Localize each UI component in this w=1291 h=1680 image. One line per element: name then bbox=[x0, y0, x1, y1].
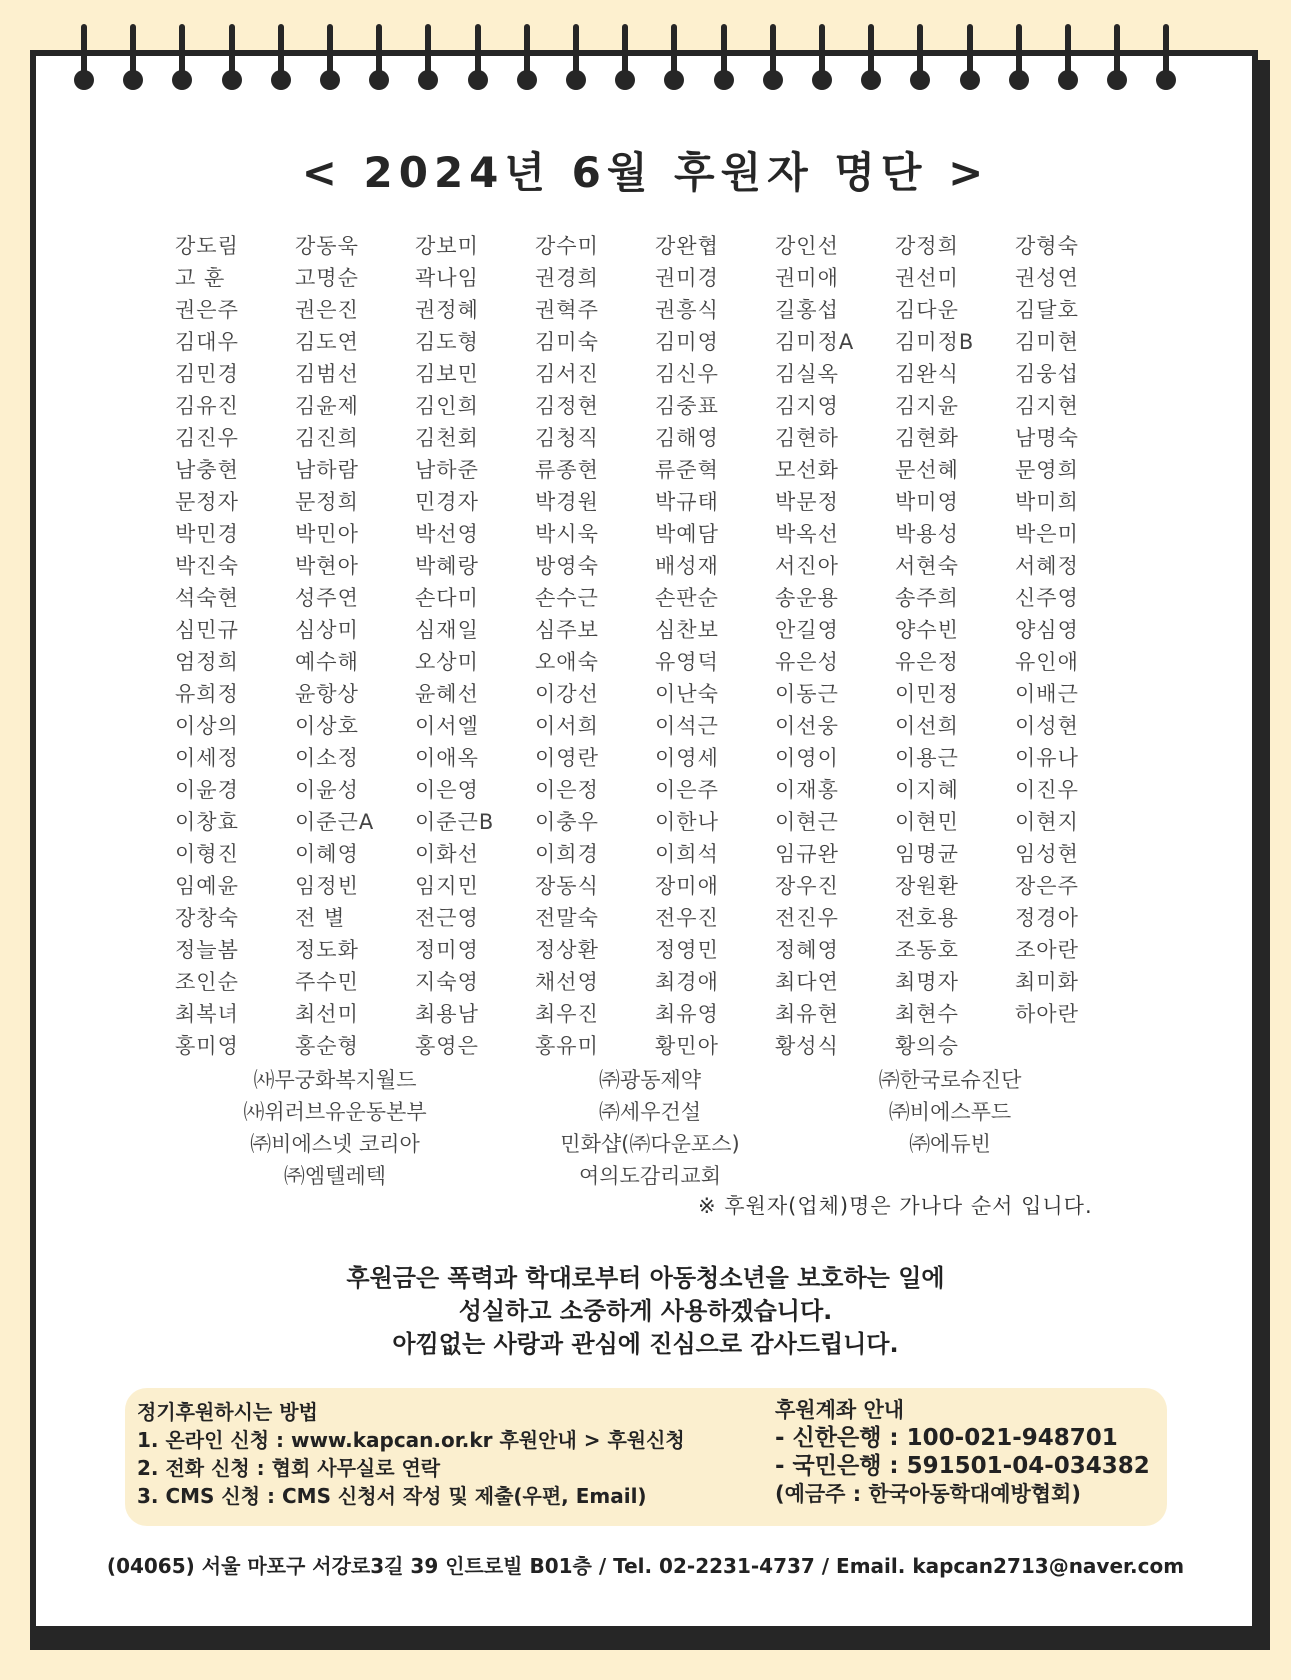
donor-name: 이성현 bbox=[1015, 714, 1079, 738]
donor-name: 김완식 bbox=[895, 362, 959, 386]
donor-name: 김실옥 bbox=[775, 362, 839, 386]
donor-name: 이서희 bbox=[535, 714, 599, 738]
donor-name: 이현민 bbox=[895, 810, 959, 834]
donor-name: 최유영 bbox=[655, 1002, 719, 1026]
binding-ring bbox=[320, 24, 340, 90]
donor-name: 김미정A bbox=[775, 330, 855, 354]
donor-name: 박진숙 bbox=[175, 554, 239, 578]
donor-name: 박경원 bbox=[535, 490, 599, 514]
donor-name: 강도림 bbox=[175, 234, 239, 258]
donor-name: 최유현 bbox=[775, 1002, 839, 1026]
donor-name: 박용성 bbox=[895, 522, 959, 546]
donor-name: 이창효 bbox=[175, 810, 239, 834]
donor-name: 이난숙 bbox=[655, 682, 719, 706]
donor-name: 이은영 bbox=[415, 778, 479, 802]
donor-name: 이준근B bbox=[415, 810, 495, 834]
binding-ring bbox=[910, 24, 930, 90]
binding-ring bbox=[1058, 24, 1078, 90]
donor-name: 김미정B bbox=[895, 330, 975, 354]
donor-name: 김해영 bbox=[655, 426, 719, 450]
kookmin-account: - 국민은행 : 591501-04-034382 bbox=[775, 1453, 1150, 1479]
donor-name: 권혁주 bbox=[535, 298, 599, 322]
donor-name: 최우진 bbox=[535, 1002, 599, 1026]
donor-name: 황민아 bbox=[655, 1034, 719, 1058]
binding-ring bbox=[271, 24, 291, 90]
donor-name: 김다운 bbox=[895, 298, 959, 322]
binding-ring bbox=[664, 24, 684, 90]
donor-name: 유영덕 bbox=[655, 650, 719, 674]
binding-ring bbox=[222, 24, 242, 90]
donor-name: 곽나임 bbox=[415, 266, 479, 290]
donor-name: 최명자 bbox=[895, 970, 959, 994]
sort-order-note: ※ 후원자(업체)명은 가나다 순서 입니다. bbox=[698, 1194, 1093, 1218]
donor-name: 권정혜 bbox=[415, 298, 479, 322]
donor-name: 손다미 bbox=[415, 586, 479, 610]
donor-list bbox=[175, 230, 1135, 1062]
donor-name: 심민규 bbox=[175, 618, 239, 642]
donor-name: 이희석 bbox=[655, 842, 719, 866]
donor-name: 박시욱 bbox=[535, 522, 599, 546]
donor-name: 박미영 bbox=[895, 490, 959, 514]
donor-name: 홍영은 bbox=[415, 1034, 479, 1058]
donor-name: 이은주 bbox=[655, 778, 719, 802]
donor-name: 조인순 bbox=[175, 970, 239, 994]
binding-ring bbox=[861, 24, 881, 90]
donor-name: 권흥식 bbox=[655, 298, 719, 322]
binding-ring bbox=[714, 24, 734, 90]
donor-name: 유은성 bbox=[775, 650, 839, 674]
donor-name: 배성재 bbox=[655, 554, 719, 578]
binding-ring bbox=[1009, 24, 1029, 90]
donor-name: 김범선 bbox=[295, 362, 359, 386]
donor-name: 김대우 bbox=[175, 330, 239, 354]
donor-name: 서혜정 bbox=[1015, 554, 1079, 578]
donor-name: 권선미 bbox=[895, 266, 959, 290]
donor-name: 류종현 bbox=[535, 458, 599, 482]
donor-name: 안길영 bbox=[775, 618, 839, 642]
donor-name: 이민정 bbox=[895, 682, 959, 706]
donor-name: 강인선 bbox=[775, 234, 839, 258]
donor-name: 고명순 bbox=[295, 266, 359, 290]
donor-name: 최현수 bbox=[895, 1002, 959, 1026]
thank-you-message bbox=[0, 1262, 1291, 1361]
donor-name: 박규태 bbox=[655, 490, 719, 514]
message-line: 아낌없는 사랑과 관심에 진심으로 감사드립니다. bbox=[392, 1330, 899, 1358]
donor-name: 이영이 bbox=[775, 746, 839, 770]
donor-name: 이배근 bbox=[1015, 682, 1079, 706]
donor-name: 최복녀 bbox=[175, 1002, 239, 1026]
donor-name: 장창숙 bbox=[175, 906, 239, 930]
regular-donation-heading: 정기후원하시는 방법 bbox=[137, 1400, 318, 1424]
donor-name: 전근영 bbox=[415, 906, 479, 930]
account-holder: (예금주 : 한국아동학대예방협회) bbox=[775, 1482, 1081, 1506]
donor-name: 박옥선 bbox=[775, 522, 839, 546]
organization-name: ㈜엠텔레텍 bbox=[283, 1164, 387, 1188]
donor-name: 김보민 bbox=[415, 362, 479, 386]
donor-name: 이애옥 bbox=[415, 746, 479, 770]
donor-name: 예수해 bbox=[295, 650, 359, 674]
donor-name: 송운용 bbox=[775, 586, 839, 610]
donor-name: 권은주 bbox=[175, 298, 239, 322]
donor-name: 김천회 bbox=[415, 426, 479, 450]
organization-name: ㈜비에스푸드 bbox=[888, 1100, 1012, 1124]
donor-name: 장미애 bbox=[655, 874, 719, 898]
donor-name: 강수미 bbox=[535, 234, 599, 258]
donation-info-box bbox=[125, 1388, 1167, 1526]
donor-name: 임정빈 bbox=[295, 874, 359, 898]
donor-name: 박미희 bbox=[1015, 490, 1079, 514]
donor-name: 박문정 bbox=[775, 490, 839, 514]
donor-name: 박민경 bbox=[175, 522, 239, 546]
donor-name: 장동식 bbox=[535, 874, 599, 898]
donor-name: 최용남 bbox=[415, 1002, 479, 1026]
donor-name: 김진희 bbox=[295, 426, 359, 450]
donor-name: 김현하 bbox=[775, 426, 839, 450]
donor-name: 강정희 bbox=[895, 234, 959, 258]
donor-name: 정혜영 bbox=[775, 938, 839, 962]
organization-name: ㈔무궁화복지월드 bbox=[253, 1068, 417, 1092]
donor-name: 이형진 bbox=[175, 842, 239, 866]
binding-ring bbox=[1107, 24, 1127, 90]
donor-name: 최다연 bbox=[775, 970, 839, 994]
donor-name: 남충현 bbox=[175, 458, 239, 482]
donor-name: 이선웅 bbox=[775, 714, 839, 738]
donor-name: 이준근A bbox=[295, 810, 375, 834]
donor-name: 권성연 bbox=[1015, 266, 1079, 290]
organization-name: ㈜비에스넷 코리아 bbox=[250, 1132, 420, 1156]
donor-name: 신주영 bbox=[1015, 586, 1079, 610]
donor-name: 황의승 bbox=[895, 1034, 959, 1058]
account-heading: 후원계좌 안내 bbox=[775, 1398, 905, 1422]
donor-name: 정늘봄 bbox=[175, 938, 239, 962]
donor-name: 윤혜선 bbox=[415, 682, 479, 706]
donor-name: 전말숙 bbox=[535, 906, 599, 930]
donor-name: 김지윤 bbox=[895, 394, 959, 418]
donor-name: 이석근 bbox=[655, 714, 719, 738]
binding-ring bbox=[418, 24, 438, 90]
donor-name: 이유나 bbox=[1015, 746, 1079, 770]
donor-name: 심찬보 bbox=[655, 618, 719, 642]
donor-name: 지숙영 bbox=[415, 970, 479, 994]
donor-name: 이충우 bbox=[535, 810, 599, 834]
donor-name: 이선희 bbox=[895, 714, 959, 738]
donor-name: 이재홍 bbox=[775, 778, 839, 802]
donor-name: 김웅섭 bbox=[1015, 362, 1079, 386]
donor-name: 주수민 bbox=[295, 970, 359, 994]
donor-name: 전호용 bbox=[895, 906, 959, 930]
donor-name: 김민경 bbox=[175, 362, 239, 386]
donor-name: 유은정 bbox=[895, 650, 959, 674]
binding-ring bbox=[123, 24, 143, 90]
donor-name: 이세정 bbox=[175, 746, 239, 770]
page-title: < 2024년 6월 후원자 명단 > bbox=[301, 148, 990, 197]
donor-name: 유인애 bbox=[1015, 650, 1079, 674]
organization-name: ㈜한국로슈진단 bbox=[878, 1068, 1022, 1092]
donor-name: 이희경 bbox=[535, 842, 599, 866]
binding-ring bbox=[566, 24, 586, 90]
phone-application: 2. 전화 신청 : 협회 사무실로 연락 bbox=[137, 1456, 441, 1480]
donor-name: 류준혁 bbox=[655, 458, 719, 482]
donor-name: 양수빈 bbox=[895, 618, 959, 642]
donor-name: 이은정 bbox=[535, 778, 599, 802]
donor-name: 성주연 bbox=[295, 586, 359, 610]
donor-name: 정도화 bbox=[295, 938, 359, 962]
donor-name: 문선혜 bbox=[895, 458, 959, 482]
organization-name: ㈜세우건설 bbox=[598, 1100, 702, 1124]
donor-name: 이상의 bbox=[175, 714, 239, 738]
donor-name: 강동욱 bbox=[295, 234, 359, 258]
donor-name: 이동근 bbox=[775, 682, 839, 706]
donor-name: 고 훈 bbox=[175, 266, 226, 290]
donor-name: 장우진 bbox=[775, 874, 839, 898]
donor-name: 이현근 bbox=[775, 810, 839, 834]
donor-name: 심주보 bbox=[535, 618, 599, 642]
donor-name: 임규완 bbox=[775, 842, 839, 866]
donor-name: 방영숙 bbox=[535, 554, 599, 578]
donor-name: 손수근 bbox=[535, 586, 599, 610]
donor-name: 엄정희 bbox=[175, 650, 239, 674]
donor-name: 조동호 bbox=[895, 938, 959, 962]
donor-name: 이한나 bbox=[655, 810, 719, 834]
donor-name: 이현지 bbox=[1015, 810, 1079, 834]
donor-name: 민경자 bbox=[415, 490, 479, 514]
organization-name: 민화샵(㈜다운포스) bbox=[560, 1132, 740, 1156]
donor-name: 박예담 bbox=[655, 522, 719, 546]
donor-name: 장은주 bbox=[1015, 874, 1079, 898]
donor-name: 김미숙 bbox=[535, 330, 599, 354]
donor-name: 문영희 bbox=[1015, 458, 1079, 482]
donor-name: 하아란 bbox=[1015, 1002, 1079, 1026]
donor-name: 김중표 bbox=[655, 394, 719, 418]
donor-name: 남하준 bbox=[415, 458, 479, 482]
donor-name: 정미영 bbox=[415, 938, 479, 962]
donor-name: 박은미 bbox=[1015, 522, 1079, 546]
donor-name: 박현아 bbox=[295, 554, 359, 578]
donor-name: 김현화 bbox=[895, 426, 959, 450]
donor-name: 이윤성 bbox=[295, 778, 359, 802]
donor-name: 서진아 bbox=[775, 554, 839, 578]
donor-name: 이혜영 bbox=[295, 842, 359, 866]
donor-name: 김서진 bbox=[535, 362, 599, 386]
donor-name: 정영민 bbox=[655, 938, 719, 962]
donor-name: 서현숙 bbox=[895, 554, 959, 578]
donor-name: 강보미 bbox=[415, 234, 479, 258]
donor-name: 강형숙 bbox=[1015, 234, 1079, 258]
donor-name: 석숙현 bbox=[175, 586, 239, 610]
binding-ring bbox=[763, 24, 783, 90]
donor-name: 김정현 bbox=[535, 394, 599, 418]
organization-name bbox=[815, 1160, 1085, 1192]
donor-name: 남명숙 bbox=[1015, 426, 1079, 450]
online-application: 1. 온라인 신청 : www.kapcan.or.kr 후원안내 > 후원신청 bbox=[137, 1428, 685, 1452]
binding-ring bbox=[517, 24, 537, 90]
donor-name: 이상호 bbox=[295, 714, 359, 738]
donor-name: 임성현 bbox=[1015, 842, 1079, 866]
donor-name: 이진우 bbox=[1015, 778, 1079, 802]
donor-name: 오상미 bbox=[415, 650, 479, 674]
organization-name: ㈜에듀빈 bbox=[909, 1132, 991, 1156]
binding-ring bbox=[1156, 24, 1176, 90]
donor-name: 이서엘 bbox=[415, 714, 479, 738]
donor-name: 김미현 bbox=[1015, 330, 1079, 354]
donor-name: 김청직 bbox=[535, 426, 599, 450]
spiral-binding bbox=[0, 0, 1291, 100]
binding-ring bbox=[468, 24, 488, 90]
donor-name: 권경희 bbox=[535, 266, 599, 290]
shinhan-account: - 신한은행 : 100-021-948701 bbox=[775, 1425, 1118, 1451]
donor-name: 양심영 bbox=[1015, 618, 1079, 642]
message-line: 후원금은 폭력과 학대로부터 아동청소년을 보호하는 일에 bbox=[346, 1264, 945, 1292]
organization-list bbox=[185, 1064, 1085, 1192]
binding-ring bbox=[74, 24, 94, 90]
donor-name: 심재일 bbox=[415, 618, 479, 642]
donor-name: 이영란 bbox=[535, 746, 599, 770]
donor-name: 권미경 bbox=[655, 266, 719, 290]
donor-name: 홍순형 bbox=[295, 1034, 359, 1058]
donor-name: 이영세 bbox=[655, 746, 719, 770]
binding-ring bbox=[369, 24, 389, 90]
donor-name: 임지민 bbox=[415, 874, 479, 898]
donor-name: 이소정 bbox=[295, 746, 359, 770]
organization-name: ㈔위러브유운동본부 bbox=[243, 1100, 427, 1124]
donor-name: 김유진 bbox=[175, 394, 239, 418]
donor-name: 심상미 bbox=[295, 618, 359, 642]
donor-name: 전우진 bbox=[655, 906, 719, 930]
donor-name: 문정희 bbox=[295, 490, 359, 514]
binding-ring bbox=[615, 24, 635, 90]
message-line: 성실하고 소중하게 사용하겠습니다. bbox=[458, 1297, 833, 1325]
footer-contact: (04065) 서울 마포구 서강로3길 39 인트로빌 B01층 / Tel. 02-2231-4737 / Email. kapcan2713@naver.com bbox=[106, 1554, 1185, 1578]
donor-name: 정경아 bbox=[1015, 906, 1079, 930]
donor-name: 이지혜 bbox=[895, 778, 959, 802]
organization-name: ㈜광동제약 bbox=[598, 1068, 702, 1092]
cms-application: 3. CMS 신청 : CMS 신청서 작성 및 제출(우편, Email) bbox=[137, 1484, 647, 1508]
donor-name: 김신우 bbox=[655, 362, 719, 386]
donor-name: 조아란 bbox=[1015, 938, 1079, 962]
organization-name: 여의도감리교회 bbox=[578, 1164, 721, 1188]
regular-donation-section bbox=[137, 1398, 757, 1510]
donor-name: 황성식 bbox=[775, 1034, 839, 1058]
donor-name: 김인희 bbox=[415, 394, 479, 418]
donor-name: 권미애 bbox=[775, 266, 839, 290]
donor-name: 이화선 bbox=[415, 842, 479, 866]
donor-name: 손판순 bbox=[655, 586, 719, 610]
donor-name: 강완협 bbox=[655, 234, 719, 258]
donor-name: 이강선 bbox=[535, 682, 599, 706]
donor-name: 김도연 bbox=[295, 330, 359, 354]
donor-name: 길홍섭 bbox=[775, 298, 839, 322]
donor-name: 최경애 bbox=[655, 970, 719, 994]
donor-name: 최선미 bbox=[295, 1002, 359, 1026]
donor-name: 전진우 bbox=[775, 906, 839, 930]
donor-name: 윤항상 bbox=[295, 682, 359, 706]
donor-name: 최미화 bbox=[1015, 970, 1079, 994]
donor-name: 박민아 bbox=[295, 522, 359, 546]
donor-name: 김미영 bbox=[655, 330, 719, 354]
donor-name: 김지현 bbox=[1015, 394, 1079, 418]
donor-name: 김도형 bbox=[415, 330, 479, 354]
donor-name: 박선영 bbox=[415, 522, 479, 546]
donor-name: 이윤경 bbox=[175, 778, 239, 802]
donor-name: 홍유미 bbox=[535, 1034, 599, 1058]
donor-name: 홍미영 bbox=[175, 1034, 239, 1058]
donor-name: 송주희 bbox=[895, 586, 959, 610]
donor-name: 박혜랑 bbox=[415, 554, 479, 578]
donor-name: 채선영 bbox=[535, 970, 599, 994]
binding-ring bbox=[172, 24, 192, 90]
donor-name: 이용근 bbox=[895, 746, 959, 770]
donor-name: 전 별 bbox=[295, 906, 346, 930]
donor-name: 유희정 bbox=[175, 682, 239, 706]
binding-ring bbox=[812, 24, 832, 90]
donor-name: 모선화 bbox=[775, 458, 839, 482]
donor-name: 남하람 bbox=[295, 458, 359, 482]
donor-name: 김지영 bbox=[775, 394, 839, 418]
donor-name: 김윤제 bbox=[295, 394, 359, 418]
donor-name: 김달호 bbox=[1015, 298, 1079, 322]
donor-name: 임예윤 bbox=[175, 874, 239, 898]
donor-name: 문정자 bbox=[175, 490, 239, 514]
donor-name: 권은진 bbox=[295, 298, 359, 322]
donor-name: 임명균 bbox=[895, 842, 959, 866]
donor-name: 김진우 bbox=[175, 426, 239, 450]
binding-ring bbox=[960, 24, 980, 90]
donor-name: 오애숙 bbox=[535, 650, 599, 674]
donor-name: 정상환 bbox=[535, 938, 599, 962]
donor-name: 장원환 bbox=[895, 874, 959, 898]
account-section bbox=[775, 1396, 1155, 1508]
